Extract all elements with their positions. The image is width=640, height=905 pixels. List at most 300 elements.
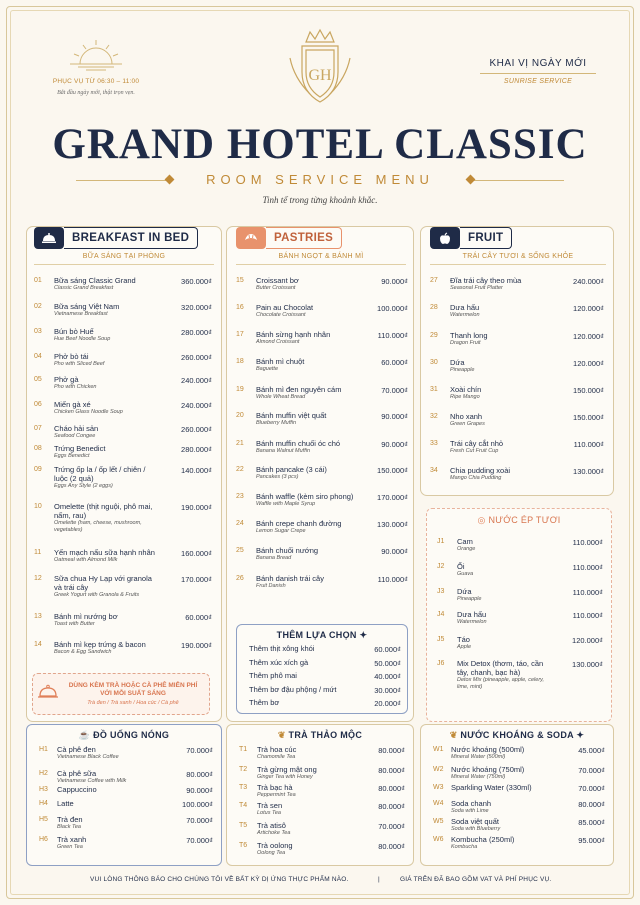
item-number: H6	[39, 836, 48, 843]
item-name-vi: Bánh mì kẹp trứng & bacon	[54, 640, 146, 649]
item-price: 190.000₫	[181, 503, 212, 512]
item-name	[54, 327, 160, 343]
hours-text: PHỤC VỤ TỪ 06:30 – 11:00	[52, 78, 140, 85]
item-name-vi: Croissant bơ	[256, 276, 299, 285]
item-name	[257, 765, 353, 781]
extra-name: Thêm phô mai	[249, 671, 297, 680]
extra-name: Thêm xúc xích gà	[249, 657, 309, 667]
cloche-icon	[33, 683, 63, 705]
item-price: 45.000₫	[578, 746, 605, 755]
item-name-vi: Dứa	[457, 587, 472, 596]
extra-item	[249, 644, 401, 654]
item-name-en: Bacon & Egg Sandwich	[54, 649, 112, 655]
item-price: 80.000₫	[378, 766, 405, 775]
menu-item	[34, 302, 212, 318]
item-name	[257, 841, 353, 857]
extra-price: 60.000₫	[374, 645, 401, 654]
item-price: 60.000₫	[185, 613, 212, 622]
item-price: 240.000₫	[181, 401, 212, 410]
item-number: 25	[236, 547, 244, 554]
item-name-vi: Nước khoáng (500ml)	[451, 745, 525, 754]
item-number: 26	[236, 575, 244, 582]
item-number: 15	[236, 277, 244, 284]
item-number: T1	[239, 746, 248, 753]
item-name	[256, 330, 356, 346]
item-price: 360.000₫	[181, 277, 212, 286]
item-name-vi: Bánh muffin chuối óc chó	[256, 439, 341, 448]
item-number: W5	[433, 818, 444, 825]
item-number: 01	[34, 277, 42, 284]
item-name-vi: Nước khoáng (750ml)	[451, 765, 525, 774]
item-name-en: Greek Yogurt with Granola & Fruits	[54, 592, 140, 598]
menu-item	[430, 331, 604, 347]
item-price: 90.000₫	[186, 786, 213, 795]
menu-item	[430, 385, 604, 401]
extra-name: Thêm thịt xông khói	[249, 644, 315, 653]
vat-note: GIÁ TRÊN ĐÃ BAO GỒM VAT VÀ PHÍ PHỤC VỤ.	[400, 876, 552, 883]
item-name-vi: Chia pudding xoài	[450, 466, 511, 475]
item-name	[54, 424, 160, 440]
item-name-vi: Ổi	[457, 562, 465, 571]
menu-item	[437, 610, 603, 626]
fruit-subtitle: TRÁI CÂY TƯƠI & SỐNG KHỎE	[430, 253, 606, 265]
daily-special-badge	[474, 58, 602, 85]
menu-item	[437, 562, 603, 578]
complimentary-note	[32, 673, 210, 715]
item-number: 11	[34, 549, 42, 556]
item-number: W2	[433, 766, 444, 773]
item-price: 130.000₫	[377, 520, 408, 529]
pastries-title: PASTRIES	[266, 227, 342, 249]
item-price: 130.000₫	[572, 660, 603, 669]
item-number: 32	[430, 413, 438, 420]
item-name-vi: Phở gà	[54, 375, 79, 384]
item-number: J2	[437, 563, 445, 570]
extras-title: THÊM LỰA CHỌN ✦	[276, 630, 368, 640]
item-name-en: Mineral Water (750ml)	[451, 774, 506, 780]
item-name	[256, 357, 356, 373]
item-price: 150.000₫	[573, 386, 604, 395]
item-price: 70.000₫	[186, 746, 213, 755]
item-name-en: Vietnamese Black Coffee	[57, 754, 119, 760]
item-name-vi: Sữa chua Hy Lạp với granola và trái cây	[54, 574, 152, 592]
item-price: 70.000₫	[578, 784, 605, 793]
menu-item	[34, 640, 212, 656]
item-name	[451, 799, 553, 815]
item-name	[54, 548, 160, 564]
extra-price: 50.000₫	[374, 658, 401, 668]
menu-item	[433, 799, 605, 815]
item-name	[457, 562, 551, 578]
item-name	[451, 783, 553, 793]
item-price: 80.000₫	[578, 800, 605, 809]
item-name-en: Eggs Benedict	[54, 453, 90, 459]
item-price: 240.000₫	[181, 376, 212, 385]
item-name-en: Soda with Lime	[451, 808, 489, 814]
item-name-en: Pho with Sliced Beef	[54, 361, 105, 367]
item-name-en: Baguette	[256, 366, 279, 372]
item-name-vi: Kombucha (250ml)	[451, 835, 515, 844]
item-name-en: Classic Grand Breakfast	[54, 285, 114, 291]
item-name	[450, 439, 552, 455]
item-name	[256, 385, 356, 401]
item-number: 18	[236, 358, 244, 365]
item-price: 70.000₫	[186, 836, 213, 845]
menu-item	[236, 385, 408, 401]
item-name-en: Watermelon	[450, 312, 480, 318]
menu-item	[34, 400, 212, 416]
item-number: 10	[34, 503, 42, 510]
item-name-vi: Trà atisô	[257, 821, 286, 830]
item-name-en: Artichoke Tea	[257, 830, 291, 836]
item-name-vi: Soda việt quất	[451, 817, 499, 826]
item-name	[54, 444, 160, 460]
item-number: H2	[39, 770, 48, 777]
item-price: 110.000₫	[377, 331, 408, 340]
item-price: 120.000₫	[573, 304, 604, 313]
item-price: 95.000₫	[578, 836, 605, 845]
item-price: 110.000₫	[572, 611, 603, 620]
item-price: 80.000₫	[378, 746, 405, 755]
menu-item	[236, 357, 408, 373]
item-name	[54, 465, 160, 490]
cloche-icon	[34, 227, 64, 249]
menu-subtitle: ROOM SERVICE MENU	[206, 172, 434, 187]
breakfast-title: BREAKFAST IN BED	[64, 227, 198, 249]
menu-item	[39, 785, 213, 795]
item-name-vi: Cam	[457, 537, 473, 546]
hot-drinks-title: ☕ ĐỒ UỐNG NÓNG	[78, 730, 170, 740]
item-name	[457, 635, 551, 651]
fruit-title: FRUIT	[460, 227, 512, 249]
item-price: 110.000₫	[572, 563, 603, 572]
menu-item	[239, 783, 405, 799]
menu-item	[239, 801, 405, 817]
item-name-en: Apple	[457, 644, 472, 650]
item-name-en: Vietnamese Coffee with Milk	[57, 778, 127, 784]
item-number: 21	[236, 440, 244, 447]
menu-item	[34, 276, 212, 292]
extra-name: Thêm bơ	[249, 698, 280, 707]
allergy-note: VUI LÒNG THÔNG BÁO CHO CHÚNG TÔI VỀ BẤT KỲ DỊ ỨNG THỰC PHẨM NÀO.	[90, 876, 349, 883]
item-number: T2	[239, 766, 248, 773]
item-price: 90.000₫	[381, 277, 408, 286]
item-number: 23	[236, 493, 244, 500]
menu-item	[236, 519, 408, 535]
leaf-icon: ❦	[277, 730, 286, 740]
item-number: J4	[437, 611, 445, 618]
item-number: 04	[34, 353, 42, 360]
item-name-vi: Cháo hải sản	[54, 424, 99, 433]
menu-item	[236, 465, 408, 481]
item-number: T3	[239, 784, 248, 791]
item-price: 90.000₫	[381, 412, 408, 421]
item-name-vi: Trứng ốp la / ốp lết / chiên / luộc (2 quả)	[54, 465, 146, 483]
item-name-en: Black Tea	[57, 824, 81, 830]
item-name	[457, 659, 551, 691]
item-price: 60.000₫	[381, 358, 408, 367]
item-number: 19	[236, 386, 244, 393]
item-price: 160.000₫	[181, 549, 212, 558]
item-name	[256, 276, 356, 292]
item-name	[54, 302, 160, 318]
item-number: 09	[34, 466, 42, 473]
item-name-en: Kombucha	[451, 844, 478, 850]
menu-item	[430, 358, 604, 374]
item-name-en: Banana Walnut Muffin	[256, 448, 311, 454]
item-name-vi: Trà xanh	[57, 835, 87, 844]
item-name-en: Seasonal Fruit Platter	[450, 285, 503, 291]
item-name-en: Pancakes (3 pcs)	[256, 474, 299, 480]
item-number: 20	[236, 412, 244, 419]
item-name-en: Pho with Chicken	[54, 384, 97, 390]
item-name	[451, 765, 553, 781]
item-name-vi: Trái cây cắt nhỏ	[450, 439, 504, 448]
menu-item	[34, 548, 212, 564]
item-name-vi: Pain au Chocolat	[256, 303, 314, 312]
item-name	[54, 612, 160, 628]
menu-item	[236, 411, 408, 427]
item-name-vi: Bánh sừng hạnh nhân	[256, 330, 331, 339]
item-name	[256, 465, 356, 481]
item-price: 90.000₫	[381, 440, 408, 449]
item-number: H4	[39, 800, 48, 807]
item-number: 27	[430, 277, 438, 284]
item-name	[450, 385, 552, 401]
note-title: DÙNG KÈM TRÀ HOẶC CÀ PHÊ MIỄN PHÍ VỚI MỖI SUẤT SÁNG	[68, 682, 198, 697]
menu-item	[34, 612, 212, 628]
item-name-vi: Cà phê sữa	[57, 769, 97, 778]
bottle-icon: ❦	[449, 730, 458, 740]
item-name-vi: Omelette (thịt nguội, phô mai, nấm, rau)	[54, 502, 153, 520]
item-number: T5	[239, 822, 248, 829]
item-price: 70.000₫	[381, 386, 408, 395]
item-price: 170.000₫	[181, 575, 212, 584]
item-number: 07	[34, 425, 42, 432]
crest-letters: GH	[308, 67, 332, 84]
menu-item	[239, 765, 405, 781]
item-name	[457, 610, 551, 626]
item-name-vi: Bữa sáng Classic Grand	[54, 276, 136, 285]
item-name	[457, 537, 551, 553]
item-name-vi: Trà sen	[257, 801, 283, 810]
item-price: 130.000₫	[573, 467, 604, 476]
item-name-en: Vietnamese Breakfast	[54, 311, 108, 317]
item-price: 320.000₫	[181, 303, 212, 312]
item-name-en: Fresh Cut Fruit Cup	[450, 448, 499, 454]
item-number: J3	[437, 588, 445, 595]
item-price: 140.000₫	[181, 466, 212, 475]
item-name	[450, 303, 552, 319]
item-price: 280.000₫	[181, 445, 212, 454]
item-name-en: Orange	[457, 546, 476, 552]
item-name-en: Almond Croissant	[256, 339, 300, 345]
item-name-en: Toast with Butter	[54, 621, 95, 627]
item-name-vi: Miến gà xé	[54, 400, 91, 409]
item-name	[256, 519, 356, 535]
item-price: 80.000₫	[186, 770, 213, 779]
apple-icon	[430, 227, 460, 249]
menu-item	[433, 783, 605, 793]
crest-logo	[280, 28, 360, 108]
item-name	[451, 817, 553, 833]
item-number: J1	[437, 538, 445, 545]
item-name-en: Mineral Water (500ml)	[451, 754, 506, 760]
menu-item	[34, 465, 212, 490]
item-price: 85.000₫	[578, 818, 605, 827]
item-name-vi: Bánh muffin việt quất	[256, 411, 327, 420]
item-name	[451, 835, 553, 851]
item-number: 30	[430, 359, 438, 366]
menu-item	[430, 303, 604, 319]
item-price: 110.000₫	[573, 440, 604, 449]
item-name-en: Ginger Tea with Honey	[257, 774, 313, 780]
herbal-tea-box	[226, 724, 414, 866]
menu-item	[39, 769, 213, 785]
menu-item	[239, 821, 405, 837]
item-number: 17	[236, 331, 244, 338]
item-price: 190.000₫	[181, 641, 212, 650]
item-name	[57, 835, 161, 851]
hotel-title: GRAND HOTEL CLASSIC	[52, 121, 588, 168]
menu-item	[437, 659, 603, 691]
item-number: H5	[39, 816, 48, 823]
item-name-en: Chicken Glass Noodle Soup	[54, 409, 123, 415]
item-name-vi: Bánh waffle (kèm siro phong)	[256, 492, 354, 501]
item-name-en: Chamomile Tea	[257, 754, 296, 760]
menu-item	[433, 745, 605, 761]
extra-item	[249, 698, 401, 708]
item-name-en: Pineapple	[457, 596, 482, 602]
menu-item	[236, 492, 408, 508]
item-name	[54, 375, 160, 391]
sunrise-icon	[66, 36, 126, 72]
item-name-vi: Sparkling Water (330ml)	[451, 783, 532, 792]
item-name	[256, 411, 356, 427]
item-name-en: Blueberry Muffin	[256, 420, 297, 426]
item-name-vi: Nho xanh	[450, 412, 483, 421]
cup-icon: ☕	[78, 730, 91, 740]
item-name-vi: Dưa hấu	[450, 303, 480, 312]
item-number: 13	[34, 613, 42, 620]
item-name	[256, 303, 356, 319]
item-name-en: Detox Mix (pineapple, apple, celery, lime, mint)	[457, 677, 545, 690]
item-name-vi: Bánh pancake (3 cái)	[256, 465, 327, 474]
item-name-en: Soda with Blueberry	[451, 826, 501, 832]
item-name-vi: Yến mạch nấu sữa hạnh nhân	[54, 548, 155, 557]
item-name	[57, 799, 161, 809]
item-name	[256, 546, 356, 562]
menu-item	[437, 537, 603, 553]
item-number: 28	[430, 304, 438, 311]
item-price: 110.000₫	[377, 575, 408, 584]
item-name-en: Mango Chia Pudding	[450, 475, 502, 481]
item-name	[457, 587, 551, 603]
item-name-vi: Trà oolong	[257, 841, 293, 850]
menu-item	[34, 327, 212, 343]
sparkle-icon: ✦	[359, 630, 368, 640]
item-price: 110.000₫	[572, 588, 603, 597]
item-number: W6	[433, 836, 444, 843]
extra-item	[249, 685, 401, 695]
item-name-vi: Phở bò tái	[54, 352, 89, 361]
item-name	[256, 492, 356, 508]
item-number: H3	[39, 786, 48, 793]
item-name	[257, 745, 353, 761]
item-name-en: Peppermint Tea	[257, 792, 296, 798]
sparkle-icon: ✦	[576, 730, 585, 740]
item-name-vi: Dứa	[450, 358, 465, 367]
item-number: 12	[34, 575, 42, 582]
menu-item	[236, 276, 408, 292]
item-name-vi: Táo	[457, 635, 470, 644]
item-name-vi: Trà đen	[57, 815, 83, 824]
menu-item	[437, 587, 603, 603]
menu-item	[239, 841, 405, 857]
item-number: T6	[239, 842, 248, 849]
item-price: 150.000₫	[573, 413, 604, 422]
item-name-vi: Bữa sáng Việt Nam	[54, 302, 120, 311]
breakfast-subtitle: BỮA SÁNG TẠI PHÒNG	[34, 253, 214, 265]
item-name-vi: Xoài chín	[450, 385, 482, 394]
item-name-vi: Mix Detox (thơm, táo, cần tây, chanh, bạc hà)	[457, 659, 544, 677]
item-price: 80.000₫	[378, 784, 405, 793]
item-name-vi: Bánh danish trái cây	[256, 574, 324, 583]
menu-item	[39, 745, 213, 761]
item-number: 34	[430, 467, 438, 474]
item-price: 80.000₫	[378, 802, 405, 811]
item-name	[450, 412, 552, 428]
item-name-vi: Cà phê đen	[57, 745, 96, 754]
menu-item	[39, 815, 213, 831]
menu-item	[34, 502, 212, 534]
menu-item	[34, 424, 212, 440]
item-name	[57, 769, 161, 785]
item-name-en: Hue Beef Noodle Soup	[54, 336, 111, 342]
item-name-en: Waffle with Maple Syrup	[256, 501, 316, 507]
item-name	[257, 801, 353, 817]
pastries-header	[236, 227, 342, 249]
item-price: 120.000₫	[573, 359, 604, 368]
item-number: W3	[433, 784, 444, 791]
item-name-vi: Bánh mì đen nguyên cám	[256, 385, 342, 394]
juice-box	[426, 508, 612, 722]
item-name-en: Seafood Congee	[54, 433, 96, 439]
item-name-en: Oolong Tea	[257, 850, 286, 856]
menu-item	[430, 276, 604, 292]
item-price: 90.000₫	[381, 547, 408, 556]
item-price: 280.000₫	[181, 328, 212, 337]
extra-name: Thêm bơ đậu phộng / mứt	[249, 684, 337, 694]
item-name-vi: Soda chanh	[451, 799, 492, 808]
item-name-en: Oatmeal with Almond Milk	[54, 557, 118, 563]
item-name-en: Watermelon	[457, 619, 487, 625]
juice-title: ◎ NƯỚC ÉP TƯƠI	[477, 515, 561, 525]
item-name-en: Pineapple	[450, 367, 475, 373]
menu-item	[433, 835, 605, 851]
water-soda-title: ❦ NƯỚC KHOÁNG & SODA ✦	[449, 730, 585, 740]
item-price: 80.000₫	[378, 842, 405, 851]
extras-box	[236, 624, 408, 714]
item-name	[54, 574, 160, 599]
item-number: 14	[34, 641, 42, 648]
item-name	[54, 640, 160, 656]
item-name-en: Lemon Sugar Crepe	[256, 528, 306, 534]
pastries-subtitle: BÁNH NGỌT & BÁNH MÌ	[236, 253, 406, 265]
item-name-vi: Dưa hấu	[457, 610, 487, 619]
item-price: 100.000₫	[182, 800, 213, 809]
menu-item	[236, 330, 408, 346]
